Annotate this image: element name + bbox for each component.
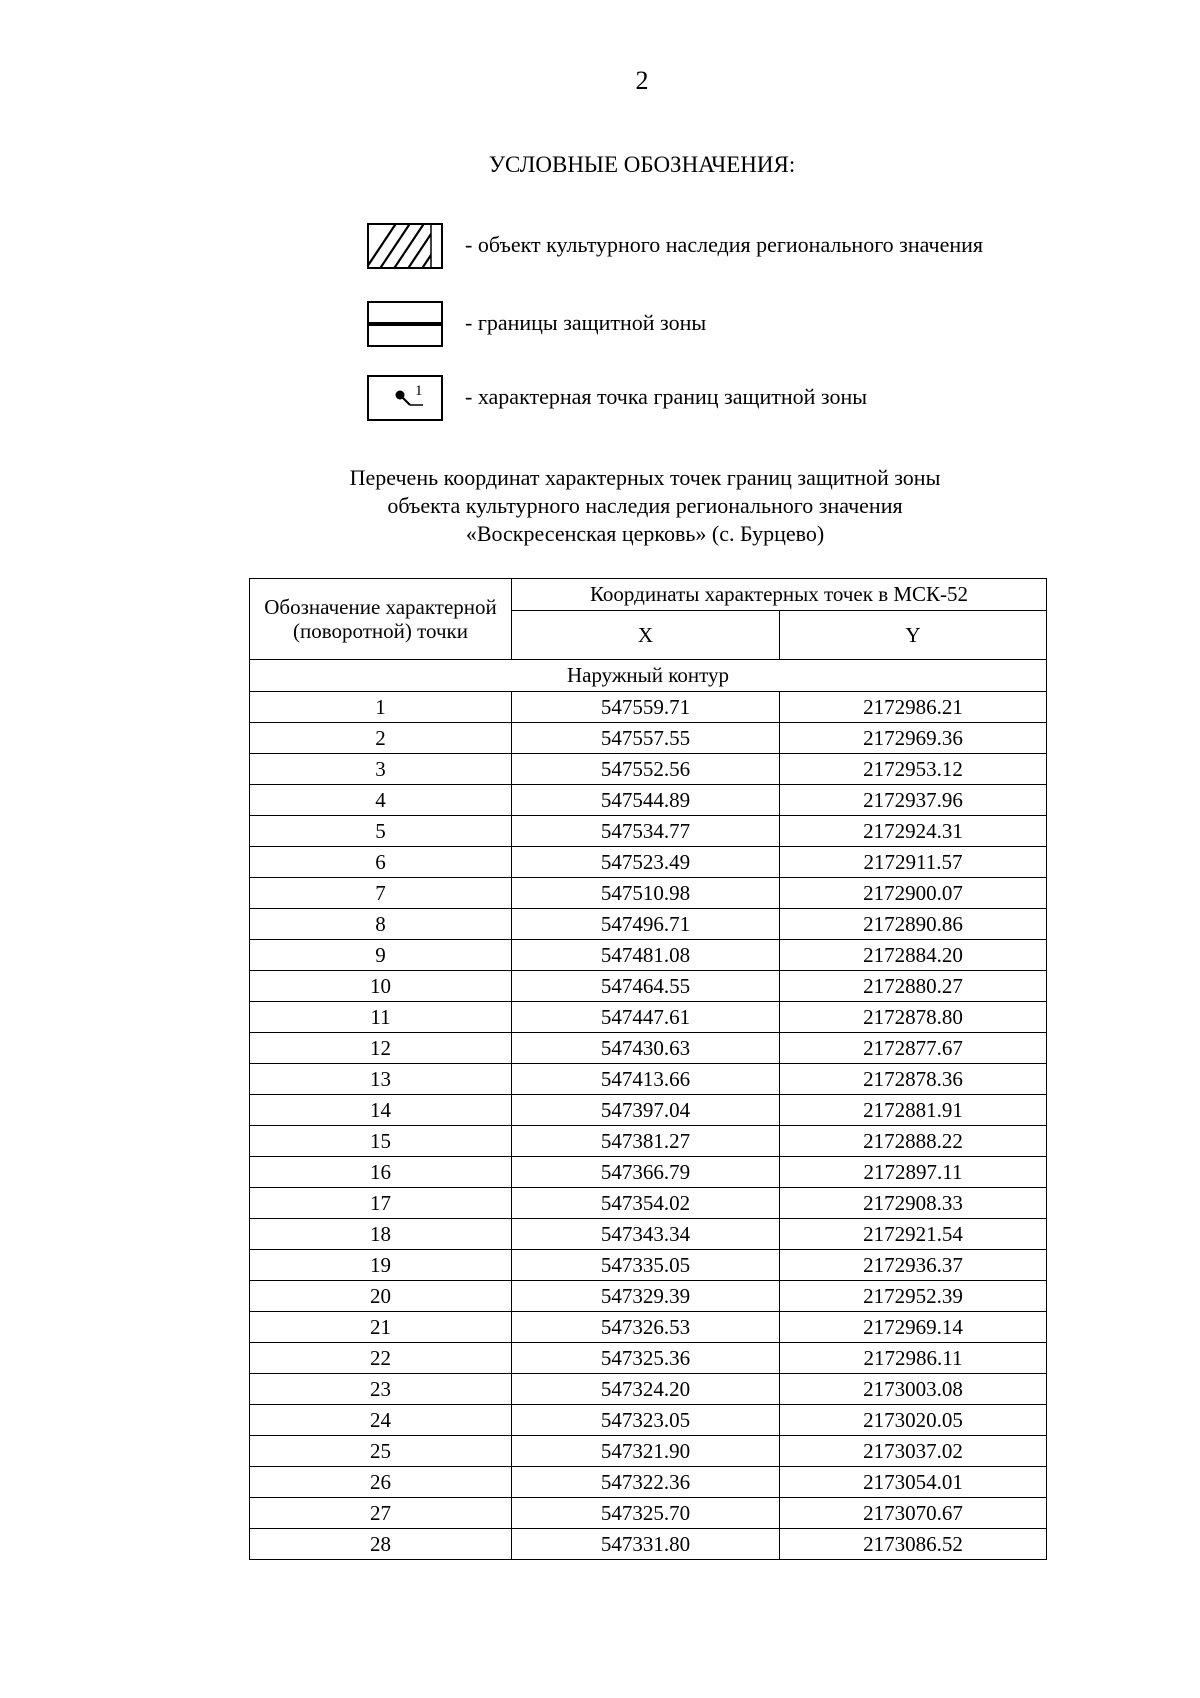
point-number-cell: 14 — [250, 1095, 512, 1126]
y-coordinate-cell: 2172881.91 — [780, 1095, 1047, 1126]
table-row — [250, 785, 1047, 816]
y-coordinate-cell: 2172986.21 — [780, 692, 1047, 723]
y-coordinate-cell: 2172969.14 — [780, 1312, 1047, 1343]
y-coordinate-cell: 2172937.96 — [780, 785, 1047, 816]
hatched-area-icon — [367, 223, 443, 269]
x-coordinate-cell: 547326.53 — [512, 1312, 780, 1343]
point-number-cell: 9 — [250, 940, 512, 971]
point-number-cell: 24 — [250, 1405, 512, 1436]
table-row — [250, 723, 1047, 754]
x-coordinate-cell: 547447.61 — [512, 1002, 780, 1033]
y-coordinate-cell: 2172880.27 — [780, 971, 1047, 1002]
legend-label-heritage-object: - объект культурного наследия регионального значения — [465, 232, 984, 257]
point-number-cell: 16 — [250, 1157, 512, 1188]
y-coordinate-cell: 2173054.01 — [780, 1467, 1047, 1498]
column-header-coordinates: Координаты характерных точек в МСК-52 — [512, 579, 1047, 611]
point-number-cell: 26 — [250, 1467, 512, 1498]
x-coordinate-cell: 547325.36 — [512, 1343, 780, 1374]
x-coordinate-cell: 547496.71 — [512, 909, 780, 940]
y-coordinate-cell: 2172986.11 — [780, 1343, 1047, 1374]
x-coordinate-cell: 547366.79 — [512, 1157, 780, 1188]
table-row — [250, 1498, 1047, 1529]
list-title — [0, 464, 1200, 548]
y-coordinate-cell: 2172900.07 — [780, 878, 1047, 909]
table-row — [250, 940, 1047, 971]
legend-label-point: - характерная точка границ защитной зоны — [465, 384, 867, 409]
list-title-line-2: объекта культурного наследия регионального значения — [387, 493, 903, 518]
x-coordinate-cell: 547523.49 — [512, 847, 780, 878]
column-header-point: Обозначение характерной (поворотной) точки — [250, 579, 512, 660]
y-coordinate-cell: 2173020.05 — [780, 1405, 1047, 1436]
point-number-cell: 19 — [250, 1250, 512, 1281]
y-coordinate-cell: 2172908.33 — [780, 1188, 1047, 1219]
point-number-cell: 28 — [250, 1529, 512, 1560]
coordinates-table — [249, 578, 1047, 1560]
x-coordinate-cell: 547397.04 — [512, 1095, 780, 1126]
page-number: 2 — [635, 66, 649, 95]
y-coordinate-cell: 2172890.86 — [780, 909, 1047, 940]
table-row — [250, 1126, 1047, 1157]
y-coordinate-cell: 2172921.54 — [780, 1219, 1047, 1250]
point-number-cell: 15 — [250, 1126, 512, 1157]
point-number-cell: 13 — [250, 1064, 512, 1095]
x-coordinate-cell: 547552.56 — [512, 754, 780, 785]
table-row — [250, 1312, 1047, 1343]
column-header-x: X — [512, 611, 780, 660]
legend-title: УСЛОВНЫЕ ОБОЗНАЧЕНИЯ: — [488, 152, 796, 177]
table-row — [250, 1188, 1047, 1219]
y-coordinate-cell: 2172884.20 — [780, 940, 1047, 971]
column-header-y: Y — [780, 611, 1047, 660]
table-row — [250, 847, 1047, 878]
table-row — [250, 1281, 1047, 1312]
point-number-cell: 22 — [250, 1343, 512, 1374]
table-row — [250, 1405, 1047, 1436]
y-coordinate-cell: 2173086.52 — [780, 1529, 1047, 1560]
y-coordinate-cell: 2172969.36 — [780, 723, 1047, 754]
table-row — [250, 1064, 1047, 1095]
x-coordinate-cell: 547329.39 — [512, 1281, 780, 1312]
x-coordinate-cell: 547557.55 — [512, 723, 780, 754]
point-number-cell: 8 — [250, 909, 512, 940]
y-coordinate-cell: 2172953.12 — [780, 754, 1047, 785]
table-row — [250, 878, 1047, 909]
point-number-cell: 4 — [250, 785, 512, 816]
y-coordinate-cell: 2172897.11 — [780, 1157, 1047, 1188]
point-number-cell: 10 — [250, 971, 512, 1002]
point-marker-number: 1 — [415, 383, 423, 399]
point-number-cell: 27 — [250, 1498, 512, 1529]
x-coordinate-cell: 547323.05 — [512, 1405, 780, 1436]
point-number-cell: 18 — [250, 1219, 512, 1250]
point-number-cell: 5 — [250, 816, 512, 847]
y-coordinate-cell: 2173037.02 — [780, 1436, 1047, 1467]
y-coordinate-cell: 2172924.31 — [780, 816, 1047, 847]
point-number-cell: 2 — [250, 723, 512, 754]
y-coordinate-cell: 2172911.57 — [780, 847, 1047, 878]
point-number-cell: 7 — [250, 878, 512, 909]
point-number-cell: 17 — [250, 1188, 512, 1219]
point-number-cell: 25 — [250, 1436, 512, 1467]
point-number-cell: 20 — [250, 1281, 512, 1312]
x-coordinate-cell: 547324.20 — [512, 1374, 780, 1405]
table-row — [250, 971, 1047, 1002]
table-row — [250, 1343, 1047, 1374]
x-coordinate-cell: 547544.89 — [512, 785, 780, 816]
table-row — [250, 692, 1047, 723]
point-marker-icon — [367, 375, 443, 421]
x-coordinate-cell: 547481.08 — [512, 940, 780, 971]
point-number-cell: 6 — [250, 847, 512, 878]
table-row — [250, 1095, 1047, 1126]
table-row — [250, 1250, 1047, 1281]
y-coordinate-cell: 2172936.37 — [780, 1250, 1047, 1281]
y-coordinate-cell: 2173070.67 — [780, 1498, 1047, 1529]
section-header-outer-contour: Наружный контур — [250, 660, 1047, 692]
x-coordinate-cell: 547381.27 — [512, 1126, 780, 1157]
table-row — [250, 816, 1047, 847]
x-coordinate-cell: 547321.90 — [512, 1436, 780, 1467]
x-coordinate-cell: 547325.70 — [512, 1498, 780, 1529]
y-coordinate-cell: 2172878.36 — [780, 1064, 1047, 1095]
x-coordinate-cell: 547534.77 — [512, 816, 780, 847]
table-row — [250, 1467, 1047, 1498]
point-number-cell: 11 — [250, 1002, 512, 1033]
x-coordinate-cell: 547331.80 — [512, 1529, 780, 1560]
x-coordinate-cell: 547335.05 — [512, 1250, 780, 1281]
y-coordinate-cell: 2172878.80 — [780, 1002, 1047, 1033]
table-row — [250, 1157, 1047, 1188]
table-row — [250, 1033, 1047, 1064]
x-coordinate-cell: 547343.34 — [512, 1219, 780, 1250]
y-coordinate-cell: 2172888.22 — [780, 1126, 1047, 1157]
x-coordinate-cell: 547413.66 — [512, 1064, 780, 1095]
y-coordinate-cell: 2173003.08 — [780, 1374, 1047, 1405]
x-coordinate-cell: 547430.63 — [512, 1033, 780, 1064]
list-title-line-3: «Воскресенская церковь» (с. Бурцево) — [465, 521, 825, 546]
table-row — [250, 754, 1047, 785]
point-number-cell: 12 — [250, 1033, 512, 1064]
point-number-cell: 21 — [250, 1312, 512, 1343]
x-coordinate-cell: 547464.55 — [512, 971, 780, 1002]
y-coordinate-cell: 2172952.39 — [780, 1281, 1047, 1312]
list-title-line-1: Перечень координат характерных точек границ защитной зоны — [349, 465, 941, 490]
x-coordinate-cell: 547559.71 — [512, 692, 780, 723]
table-row — [250, 1219, 1047, 1250]
boundary-line-icon — [367, 301, 443, 347]
table-row — [250, 1002, 1047, 1033]
point-number-cell: 1 — [250, 692, 512, 723]
table-row — [250, 1529, 1047, 1560]
point-number-cell: 23 — [250, 1374, 512, 1405]
table-row — [250, 1374, 1047, 1405]
table-row — [250, 1436, 1047, 1467]
y-coordinate-cell: 2172877.67 — [780, 1033, 1047, 1064]
point-number-cell: 3 — [250, 754, 512, 785]
x-coordinate-cell: 547322.36 — [512, 1467, 780, 1498]
x-coordinate-cell: 547510.98 — [512, 878, 780, 909]
table-row — [250, 909, 1047, 940]
x-coordinate-cell: 547354.02 — [512, 1188, 780, 1219]
legend-label-boundary: - границы защитной зоны — [465, 310, 707, 335]
